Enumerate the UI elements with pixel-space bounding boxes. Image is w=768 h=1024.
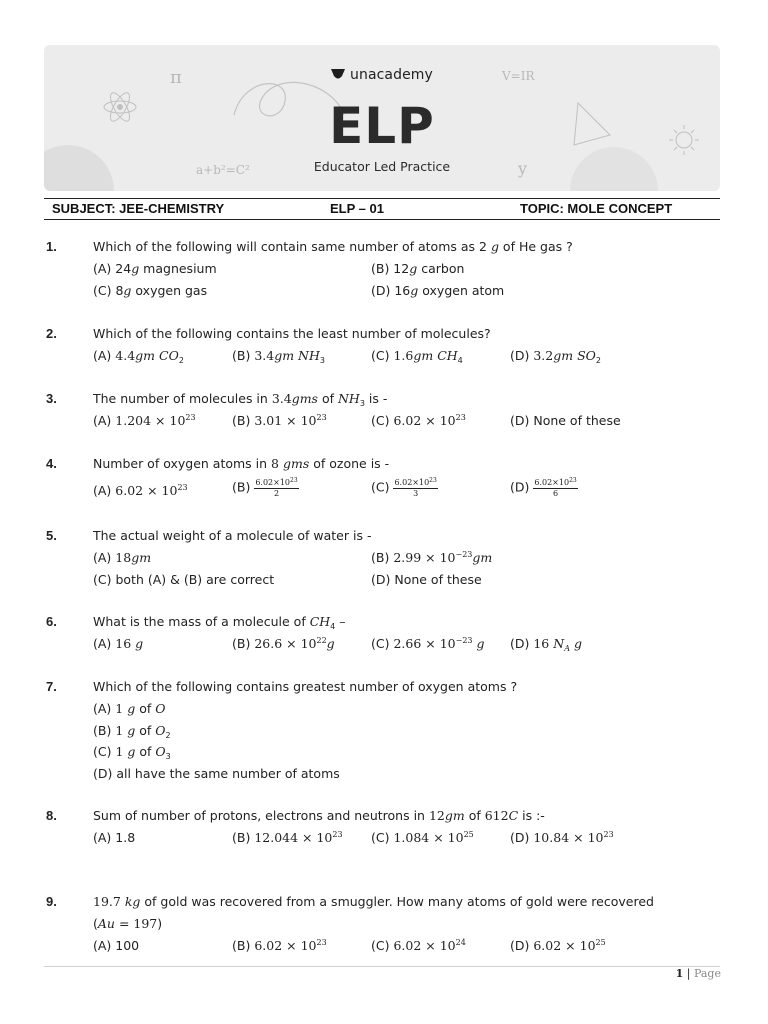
option-b: (B) 1 g of $O_2$ xyxy=(93,723,171,740)
option-c: (C) $2.66 \times 10^{-23}$ g xyxy=(371,636,485,651)
option-c: (C) $6.02 \times 10^{23}$ xyxy=(371,413,466,428)
question-text: 19.7 kg of gold was recovered from a smuggler. How many atoms of gold were recovered xyxy=(93,894,654,909)
elp-number: ELP – 01 xyxy=(330,201,384,216)
option-d: (D) None of these xyxy=(510,413,621,428)
option-a: (A) 16 g xyxy=(93,636,144,651)
question-number: 4. xyxy=(46,456,57,471)
option-b: (B) $26.6 \times 10^{22}g$ xyxy=(232,636,335,651)
option-a: (A) 24g magnesium xyxy=(93,261,217,276)
y-decoration: y xyxy=(518,159,528,178)
question-text: Sum of number of protons, electrons and neutrons in 12gm of 612C is :- xyxy=(93,808,545,823)
formula-decoration: a+b²=C² xyxy=(196,163,250,177)
question-number: 6. xyxy=(46,614,57,629)
option-b: (B) 3.4gm $NH_3$ xyxy=(232,348,325,365)
page-footer xyxy=(676,967,721,980)
header-banner xyxy=(44,45,720,191)
ohm-decoration: V=IR xyxy=(502,69,535,83)
question-text-continued: (Au = 197) xyxy=(93,916,163,931)
question-text: Which of the following will contain same number of atoms as 2 g of He gas ? xyxy=(93,239,573,254)
option-c: (C) 1.6gm $CH_4$ xyxy=(371,348,463,365)
option-b: (B) $3.01 \times 10^{23}$ xyxy=(232,413,327,428)
option-d: (D) 3.2gm $SO_2$ xyxy=(510,348,601,365)
option-b: (B) $12.044 \times 10^{23}$ xyxy=(232,830,343,845)
option-d: (D) 16g oxygen atom xyxy=(371,283,505,298)
question-number: 1. xyxy=(46,239,57,254)
subject-label: SUBJECT: JEE-CHEMISTRY xyxy=(52,201,225,216)
question-number: 5. xyxy=(46,528,57,543)
subject-row xyxy=(44,198,720,220)
option-b: (B) $2.99 \times 10^{-23}gm$ xyxy=(371,550,493,565)
question-text: Which of the following contains the least number of molecules? xyxy=(93,326,491,341)
option-a: (A) 1 g of O xyxy=(93,701,166,716)
question-number: 8. xyxy=(46,808,57,823)
option-a: (A) 4.4gm $CO_2$ xyxy=(93,348,184,365)
option-a: (A) 18gm xyxy=(93,550,152,565)
logo-text: unacademy xyxy=(350,67,433,83)
question-text: What is the mass of a molecule of $CH_4$ – xyxy=(93,614,346,631)
page-number: 1 xyxy=(675,967,684,980)
option-d: (D) all have the same number of atoms xyxy=(93,766,340,781)
option-c: (C) 1 g of $O_3$ xyxy=(93,744,171,761)
unacademy-logo-icon xyxy=(330,68,346,82)
option-c: (C) both (A) & (B) are correct xyxy=(93,572,275,587)
option-c: (C) $1.084 \times 10^{25}$ xyxy=(371,830,474,845)
option-d: (D) None of these xyxy=(371,572,482,587)
option-b: (B) 12g carbon xyxy=(371,261,465,276)
unacademy-logo xyxy=(330,67,433,83)
option-c: (C) $6.02 \times 10^{24}$ xyxy=(371,938,466,953)
question-text: The number of molecules in 3.4gms of $NH_3$ is - xyxy=(93,391,388,408)
question-text: Number of oxygen atoms in 8 gms of ozone is - xyxy=(93,456,390,471)
question-number: 2. xyxy=(46,326,57,341)
question-number: 7. xyxy=(46,679,57,694)
elp-title: ELP xyxy=(329,97,435,155)
option-d: (D) 16 $N_A$ g xyxy=(510,636,582,653)
topic-label: TOPIC: MOLE CONCEPT xyxy=(520,201,673,216)
footer-divider xyxy=(44,966,720,967)
option-d: (D) $6.02 \times 10^{25}$ xyxy=(510,938,606,953)
elp-subtitle: Educator Led Practice xyxy=(313,159,451,174)
question-text: The actual weight of a molecule of water is - xyxy=(93,528,372,543)
option-a: (A) 1.8 xyxy=(93,830,136,845)
question-number: 3. xyxy=(46,391,57,406)
question-number: 9. xyxy=(46,894,57,909)
option-b: (B) $6.02 \times 10^{23}$ xyxy=(232,938,327,953)
question-text: Which of the following contains greatest number of oxygen atoms ? xyxy=(93,679,518,694)
option-b: (B) $\frac{6.02\times 10^{23}}{2}$ xyxy=(232,477,298,498)
option-a: (A) 100 xyxy=(93,938,140,953)
pi-decoration: π xyxy=(170,67,182,88)
option-d: (D) $10.84 \times 10^{23}$ xyxy=(510,830,614,845)
option-c: (C) 8g oxygen gas xyxy=(93,283,208,298)
page-label: Page xyxy=(693,967,721,980)
page-separator: | xyxy=(686,967,691,980)
option-d: (D) $\frac{6.02\times 10^{23}}{6}$ xyxy=(510,477,577,498)
option-a: (A) $6.02 \times 10^{23}$ xyxy=(93,483,188,498)
option-c: (C) $\frac{6.02\times 10^{23}}{3}$ xyxy=(371,477,437,498)
option-a: (A) $1.204 \times 10^{23}$ xyxy=(93,413,196,428)
